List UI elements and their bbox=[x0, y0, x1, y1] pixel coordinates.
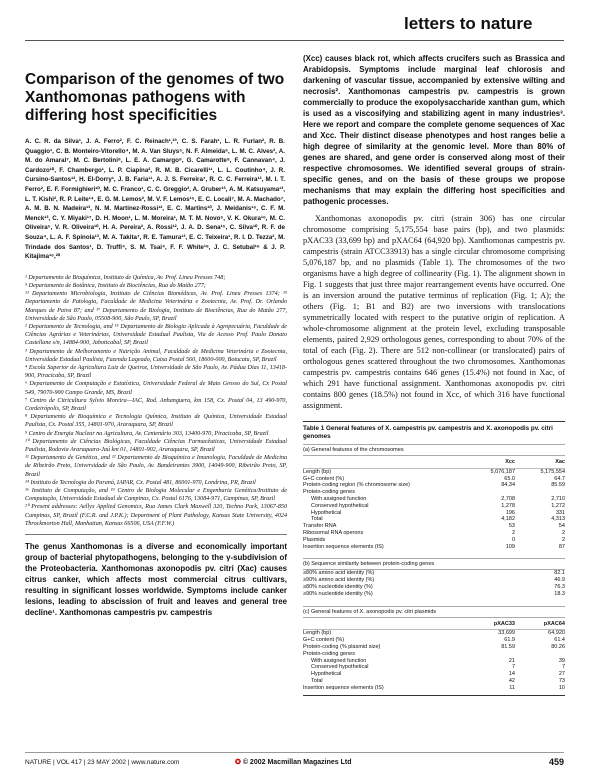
cell-value: 5,175,554 bbox=[540, 468, 565, 475]
table-section-c-rows bbox=[303, 630, 565, 691]
table-section-a-title: (a) General features of the chromosomes bbox=[303, 444, 565, 456]
cell-value: 39 bbox=[558, 657, 565, 664]
table-row bbox=[303, 630, 565, 637]
row-label: ≥90% nucleotide identity (%) bbox=[303, 590, 373, 597]
row-label: ≥90% amino acid identity (%) bbox=[303, 577, 375, 584]
affiliation-entry: ⁸ Departamento de Bioquímica e Tecnologia Química, Instituto de Química, Universidade Estadual Paulista, Cx. Postal 355, 14801-970, Araraquara, SP, Brazil bbox=[25, 414, 287, 429]
cell-value: 33,699 bbox=[498, 630, 515, 637]
cell-value: 4,182 bbox=[501, 516, 515, 523]
cell-value: 54 bbox=[558, 523, 565, 530]
cell-value: 10 bbox=[558, 684, 565, 691]
article-title: Comparison of the genomes of two Xanthomonas pathogens with differing host specificities bbox=[25, 71, 285, 124]
section-tag: letters to nature bbox=[404, 14, 533, 33]
cell-value: 7 bbox=[561, 664, 565, 671]
table-row bbox=[303, 476, 565, 483]
table-row bbox=[303, 482, 565, 489]
cell-value: 82.1 bbox=[554, 570, 565, 577]
page-footer bbox=[25, 752, 564, 769]
table-row bbox=[303, 503, 565, 510]
cell-value: 4,313 bbox=[551, 516, 565, 523]
row-label: G+C content (%) bbox=[303, 475, 345, 482]
cell-value: 61.9 bbox=[504, 637, 515, 644]
cell-value: 65.0 bbox=[504, 475, 515, 482]
publisher-logo-icon: ✪ bbox=[235, 759, 241, 766]
cell-value: 2 bbox=[561, 529, 565, 536]
row-label: Length (bp) bbox=[303, 630, 332, 637]
right-column bbox=[303, 53, 565, 411]
cell-value bbox=[465, 651, 515, 658]
affiliation-entry: ³ Departamento de Melhoramento e Nutrição Animal, Faculdade de Medicina Veterinária e Zootecnia, Universidade Estadual Paulista, Fazenda Lageado, Caixa Postal 560, 18600-000, Botucatu, SP, Brazil bbox=[25, 348, 287, 363]
cell-value: 2 bbox=[561, 536, 565, 543]
cell-value: 85.59 bbox=[551, 482, 565, 489]
row-label: ≥80% nucleotide identity (%) bbox=[303, 583, 373, 590]
table-row bbox=[303, 577, 565, 584]
table-row bbox=[303, 489, 565, 496]
cell-value: 1,278 bbox=[501, 502, 515, 509]
row-label: Conserved hypothetical bbox=[311, 664, 369, 671]
left-column bbox=[25, 53, 287, 618]
table-row bbox=[303, 651, 565, 658]
col-pxac33: pXAC33 bbox=[493, 620, 515, 627]
cell-value: 331 bbox=[555, 509, 565, 516]
affiliation-entry: ¹³ Departamento Microbiologia, Instituto de Ciências Biomédicas, Av. Prof. Lineu Presses 1374; ¹⁵ Departamento de Patologia, Faculdade de Medicina Veterinária e Zootecnia, Av. Prof. Dr. Orlando Marques de Paiva 87; and ¹⁷ Departamento de Biologia, Instituto de Biociências, Rua do Matão 277, Universidade de São Paulo, 05508-900, São Paulo, SP, Brazil bbox=[25, 291, 287, 322]
row-label: G+C content (%) bbox=[303, 637, 345, 644]
abstract-left: The genus Xanthomonas is a diverse and economically important group of bacterial phytopathogens, belonging to the γ-subdivision of the Proteobacteria. Xanthomonas axonopodis pv. citri (Xac) causes citrus canker, which affects most commercial citrus cultivars, resulting in significant losses worldwide. Symptoms include canker lesions, leading to abscission of fruit and leaves and general tree decline¹. Xanthomonas campestris pv. campestris bbox=[25, 542, 287, 618]
affiliation-entry: ¹ Departamento de Bioquímica, Instituto de Química, Av. Prof. Lineu Presses 748; bbox=[25, 274, 226, 281]
journal-info: NATURE | VOL 417 | 23 MAY 2002 | www.nature.com bbox=[25, 759, 180, 766]
cell-value: 80.26 bbox=[551, 643, 565, 650]
affiliation-entry: ¹⁶ Instituto de Computação, and ¹⁹ Centro de Biologia Molecular e Engenharia Genética/Instituto de Computação, Universidade Estadual de Campinas, Cx. Postal 6176, 13084-971, Campinas, SP, Brazil bbox=[25, 488, 287, 503]
affiliation-entry: ² Departamento de Tecnologia, and ¹⁵ Departamento de Biologia Aplicada à Agropecuária, Faculdade de Ciências Agrárias e Veterinárias, Universidade Estadual Paulista, Via de Acesso Prof. Paulo Donato Castellane s/n, 14884-900, Jaboticabal, SP, Brazil bbox=[25, 323, 287, 347]
affiliations bbox=[25, 274, 287, 528]
cell-value bbox=[515, 651, 565, 658]
cell-value: 18.3 bbox=[554, 590, 565, 597]
row-label: Plasmids bbox=[303, 536, 326, 543]
cell-value: 84.34 bbox=[501, 482, 515, 489]
cell-value: 5,076,187 bbox=[490, 468, 515, 475]
cell-value: 73 bbox=[558, 677, 565, 684]
table-row bbox=[303, 678, 565, 685]
row-label: With assigned function bbox=[311, 495, 367, 502]
table-row bbox=[303, 469, 565, 476]
cell-value: 14 bbox=[508, 671, 515, 678]
row-label: Protein-coding genes bbox=[303, 650, 355, 657]
cell-value: 42 bbox=[508, 677, 515, 684]
table-section-c-header bbox=[303, 618, 565, 631]
affiliation-entry: ⁹ Centro de Energia Nuclear na Agricultura, Av. Centenário 303, 13400-970, Piracicaba, SP, Brazil bbox=[25, 430, 269, 437]
table-1 bbox=[303, 421, 565, 696]
cell-value: 81.59 bbox=[501, 643, 515, 650]
table-row bbox=[303, 584, 565, 591]
table-row bbox=[303, 658, 565, 665]
cell-value: 0 bbox=[511, 536, 515, 543]
cell-value: 2 bbox=[511, 529, 515, 536]
table-row bbox=[303, 637, 565, 644]
affiliation-entry: ⁵ Departamento de Botânica, Instituto de Biociências, Rua do Matão 277; bbox=[25, 282, 206, 289]
row-label: Protein-coding (% plasmid size) bbox=[303, 643, 381, 650]
table-row bbox=[303, 496, 565, 503]
cell-value: 2,710 bbox=[551, 495, 565, 502]
cell-value: 7 bbox=[511, 664, 515, 671]
cell-value: 87 bbox=[558, 543, 565, 550]
row-label: Total bbox=[311, 516, 323, 523]
row-label: Protein-coding region (% chromosome size) bbox=[303, 482, 410, 489]
abstract-right: (Xcc) causes black rot, which affects crucifers such as Brassica and Arabidopsis. Symptoms include marginal leaf chlorosis and darkening of vascular tissue, accompanied by extensive wilting and necrosis². Xanthomonas campestris pv. campestris is grown commercially to produce the exopolysaccharide xanthan gum, which is used as a viscosifying and stabilizing agent in many industries³. Here we report and compare the complete genome sequences of Xac and Xcc. Their distinct disease phenotypes and host ranges belie a high degree of similarity at the genomic level. More than 80% of genes are shared, and gene order is conserved along most of their respective chromosomes. We identified several groups of strain-specific genes, and on the basis of these groups we propose mechanisms that may explain the differing host specificities and pathogenic processes. bbox=[303, 54, 565, 206]
table-row bbox=[303, 671, 565, 678]
row-label: Total bbox=[311, 677, 323, 684]
table-row bbox=[303, 644, 565, 651]
table-row bbox=[303, 591, 565, 598]
table-caption: Table 1 General features of X. campestris pv. campestris and X. axonopodis pv. citri genomes bbox=[303, 421, 565, 441]
table-row bbox=[303, 537, 565, 544]
col-pxac64: pXAC64 bbox=[543, 620, 565, 627]
row-label: Insertion sequence elements (IS) bbox=[303, 543, 384, 550]
row-label: Protein-coding genes bbox=[303, 489, 355, 496]
row-label: ≥80% amino acid identity (%) bbox=[303, 570, 375, 577]
row-label: Length (bp) bbox=[303, 468, 332, 475]
table-row bbox=[303, 664, 565, 671]
row-label: Hypothetical bbox=[311, 671, 342, 678]
cell-value: 61.4 bbox=[554, 637, 565, 644]
cell-value: 27 bbox=[558, 671, 565, 678]
cell-value: 46.9 bbox=[554, 577, 565, 584]
cell-value: 196 bbox=[505, 509, 515, 516]
copyright-text: © 2002 Macmillan Magazines Ltd bbox=[242, 759, 352, 766]
cell-value: 76.3 bbox=[554, 583, 565, 590]
table-row bbox=[303, 523, 565, 530]
table-section-a-header bbox=[303, 456, 565, 469]
cell-value: 109 bbox=[505, 543, 515, 550]
row-label: Transfer RNA bbox=[303, 523, 337, 530]
affiliation-entry: ¹¹ Departamento de Genética, and ¹² Departamento de Bioquímica e Imunologia, Faculdade de Medicina de Ribeirão Preto, Universidade de São Paulo, Av. Bandeirantes 3900, 14049-900, Ribeirão Preto, SP, Brazil bbox=[25, 455, 287, 478]
cell-value: 21 bbox=[508, 657, 515, 664]
table-section-c-title: (c) General features of X. axonopodis pv. citri plasmids bbox=[303, 606, 565, 618]
page-number: 459 bbox=[548, 757, 564, 767]
row-label: Conserved hypothetical bbox=[311, 502, 369, 509]
table-section-b-title: (b) Sequence similarity between protein-coding genes bbox=[303, 558, 565, 570]
cell-value: 2,708 bbox=[501, 495, 515, 502]
cell-value: 11 bbox=[509, 684, 515, 691]
affiliation-entry: ¹⁴ Instituto de Tecnologia do Paraná, IAPAR, Cx. Postal 481, 86001-970, Londrina, PR, Brazil bbox=[25, 479, 256, 486]
affiliation-entry: ⁷ Centro de Citricultura Sylvio Moreira—IAC, Rod. Anhanguera, km 158, Cx. Postal 04, 13 490-970, Cordeirópolis, SP, Brazil bbox=[25, 397, 287, 412]
author-list: A. C. R. da Silva¹, J. A. Ferro², F. C. Reinach¹,²³, C. S. Farah¹, L. R. Furlan², R. B. Quaggio¹, C. B. Monteiro-Vitorello⁴, M. A. Van Sluys⁵, N. F. Almeida⁶, L. M. C. Alves², A. M. do Amaral⁷, M. C. Bertolini⁸, L. E. A. Camargo⁹, G. Camarotte⁸, F. Cannavan⁴, J. Cardozo¹⁰, F. Chambergo¹, L. P. Ciapina², R. M. B. Cicarelli¹¹, L. L. Coutinho⁴, J. R. Cursino-Santos¹², H. El-Dorry¹, J. B. Faria¹¹, A. J. S. Ferreira⁷, R. C. C. Ferreira¹³, M. I. T. Ferro², E. F. Formighieri¹⁰, M. C. Franco¹, C. C. Greggio², A. Gruber¹³, A. M. Katsuyama¹³, L. T. Kishi², R. P. Leite¹⁴, E. G. M. Lemos², M. V. F. Lemos¹⁵, E. C. Locali⁷, M. A. Machado⁷, A. M. B. N. Madeira¹³, N. M. Martinez-Rossi¹², E. C. Martins¹⁰, J. Meidanis¹⁶, C. F. M. Menck¹³, C. Y. Miyaki¹⁷, D. H. Moon¹, L. M. Moreira¹, M. T. M. Novo⁵, V. K. Okura¹⁶, M. C. Oliveira⁵, V. R. Oliveira¹⁰, H. A. Pereira², A. Rossi¹², J. A. D. Sena¹⁵, C. Silva¹⁰, R. F. de Souza⁴, L. A. F. Spinola¹³, M. A. Takita⁷, R. E. Tamura¹³, E. C. Teixeira¹, R. I. D. Tezza², M. Trindade dos Santos¹, D. Truffi⁴, S. M. Tsai⁴, F. F. White¹⁸, J. C. Setubal¹⁶ & J. P. Kitajima¹⁶,²⁰ bbox=[25, 138, 285, 261]
row-label: Insertion sequence elements (IS) bbox=[303, 684, 384, 691]
top-rule bbox=[25, 40, 564, 41]
row-label: Ribosomal RNA operons bbox=[303, 529, 364, 536]
table-row bbox=[303, 510, 565, 517]
cell-value: 64.7 bbox=[554, 475, 565, 482]
cell-value bbox=[465, 489, 515, 496]
affiliation-entry: ⁴ Escola Superior de Agricultura Luiz de Queiroz, Universidade de São Paulo, Av. Pádua Dias 11, 13418-900, Piracicaba, SP, Brazil bbox=[25, 364, 287, 380]
cell-value: 53 bbox=[508, 523, 515, 530]
affiliation-entry: ²⁰ Present addresses: Aellyx Applied Genomics, Rua James Clark Maxwell 320, Techno Park, 13067-850 Campinas, SP, Brazil (F.C.R. and J.P.K.); Department of Plant Pathology, Kansas State University, 4024 Throckmorton Hall, Manhattan, Kansas 66506, USA (F.F.W.) bbox=[25, 504, 287, 527]
affiliation-divider bbox=[25, 534, 287, 535]
table-row bbox=[303, 685, 565, 692]
table-row bbox=[303, 516, 565, 523]
affiliation-entry: ⁶ Departamento de Computação e Estatística, Universidade Federal de Mato Grosso do Sul, Cx Postal 549, 79070-900 Campo Grande, MS, Brazil bbox=[25, 381, 287, 396]
copyright-notice bbox=[235, 758, 351, 766]
row-label: With assigned function bbox=[311, 657, 367, 664]
affiliation-entry: ¹⁰ Departamento de Ciências Biológicas, Faculdade Ciências Farmacêuticas, Universidade Estadual Paulista, Rodovia Araraquara-Jaú km 01, 14801-902, Araraquara, SP, Brazil bbox=[25, 438, 287, 453]
col-xac: Xac bbox=[555, 459, 565, 465]
body-text: Xanthomonas axonopodis pv. citri (strain 306) has one circular chromosome comprising 5,175,554 base pairs (bp), and two plasmids: pXAC33 (33,699 bp) and pXAC64 (64,920 bp). Xanthomonas campestris pv. campestris (strain ATCC33913) has a single circular chromosome comprising 5,076,187 bp, and no plasmids (Table 1). The chromosomes of the two organisms have a high degree of collinearity (Fig. 1). The alignment shown in Fig. 1 suggests that just three major rearrangement events have occurred. One is an inversion around the putative terminus of replication (Fig. 1; A); the others (Fig. 1; B1 and B2) are two inversions with translocations symmetrically located with respect to the putative origin of replication. A whole-chromosome alignment at the protein level, excluding transposable elements, paired 2,929 orthologous genes, corresponding to about 70% of the total of each (Fig. 2). There are 512 non-collinear (or translocated) pairs of orthologous genes scattered throughout the two chromosomes. Xanthomonas campestris pv. campestris contains 646 genes (15.4%) not found in Xac, of which 291 have functional assignment. Xanthomonas axonopodis pv. citri contains 800 genes (18.5%) not found in Xcc, of which 316 have functional assignment. bbox=[303, 214, 565, 410]
col-xcc: Xcc bbox=[505, 459, 515, 465]
cell-value: 1,272 bbox=[551, 502, 565, 509]
table-section-b-rows bbox=[303, 570, 565, 597]
table-section-a-rows bbox=[303, 469, 565, 551]
cell-value bbox=[515, 489, 565, 496]
table-row bbox=[303, 544, 565, 551]
cell-value: 64,920 bbox=[548, 630, 565, 637]
table-row bbox=[303, 570, 565, 577]
row-label: Hypothetical bbox=[311, 509, 342, 516]
table-row bbox=[303, 530, 565, 537]
